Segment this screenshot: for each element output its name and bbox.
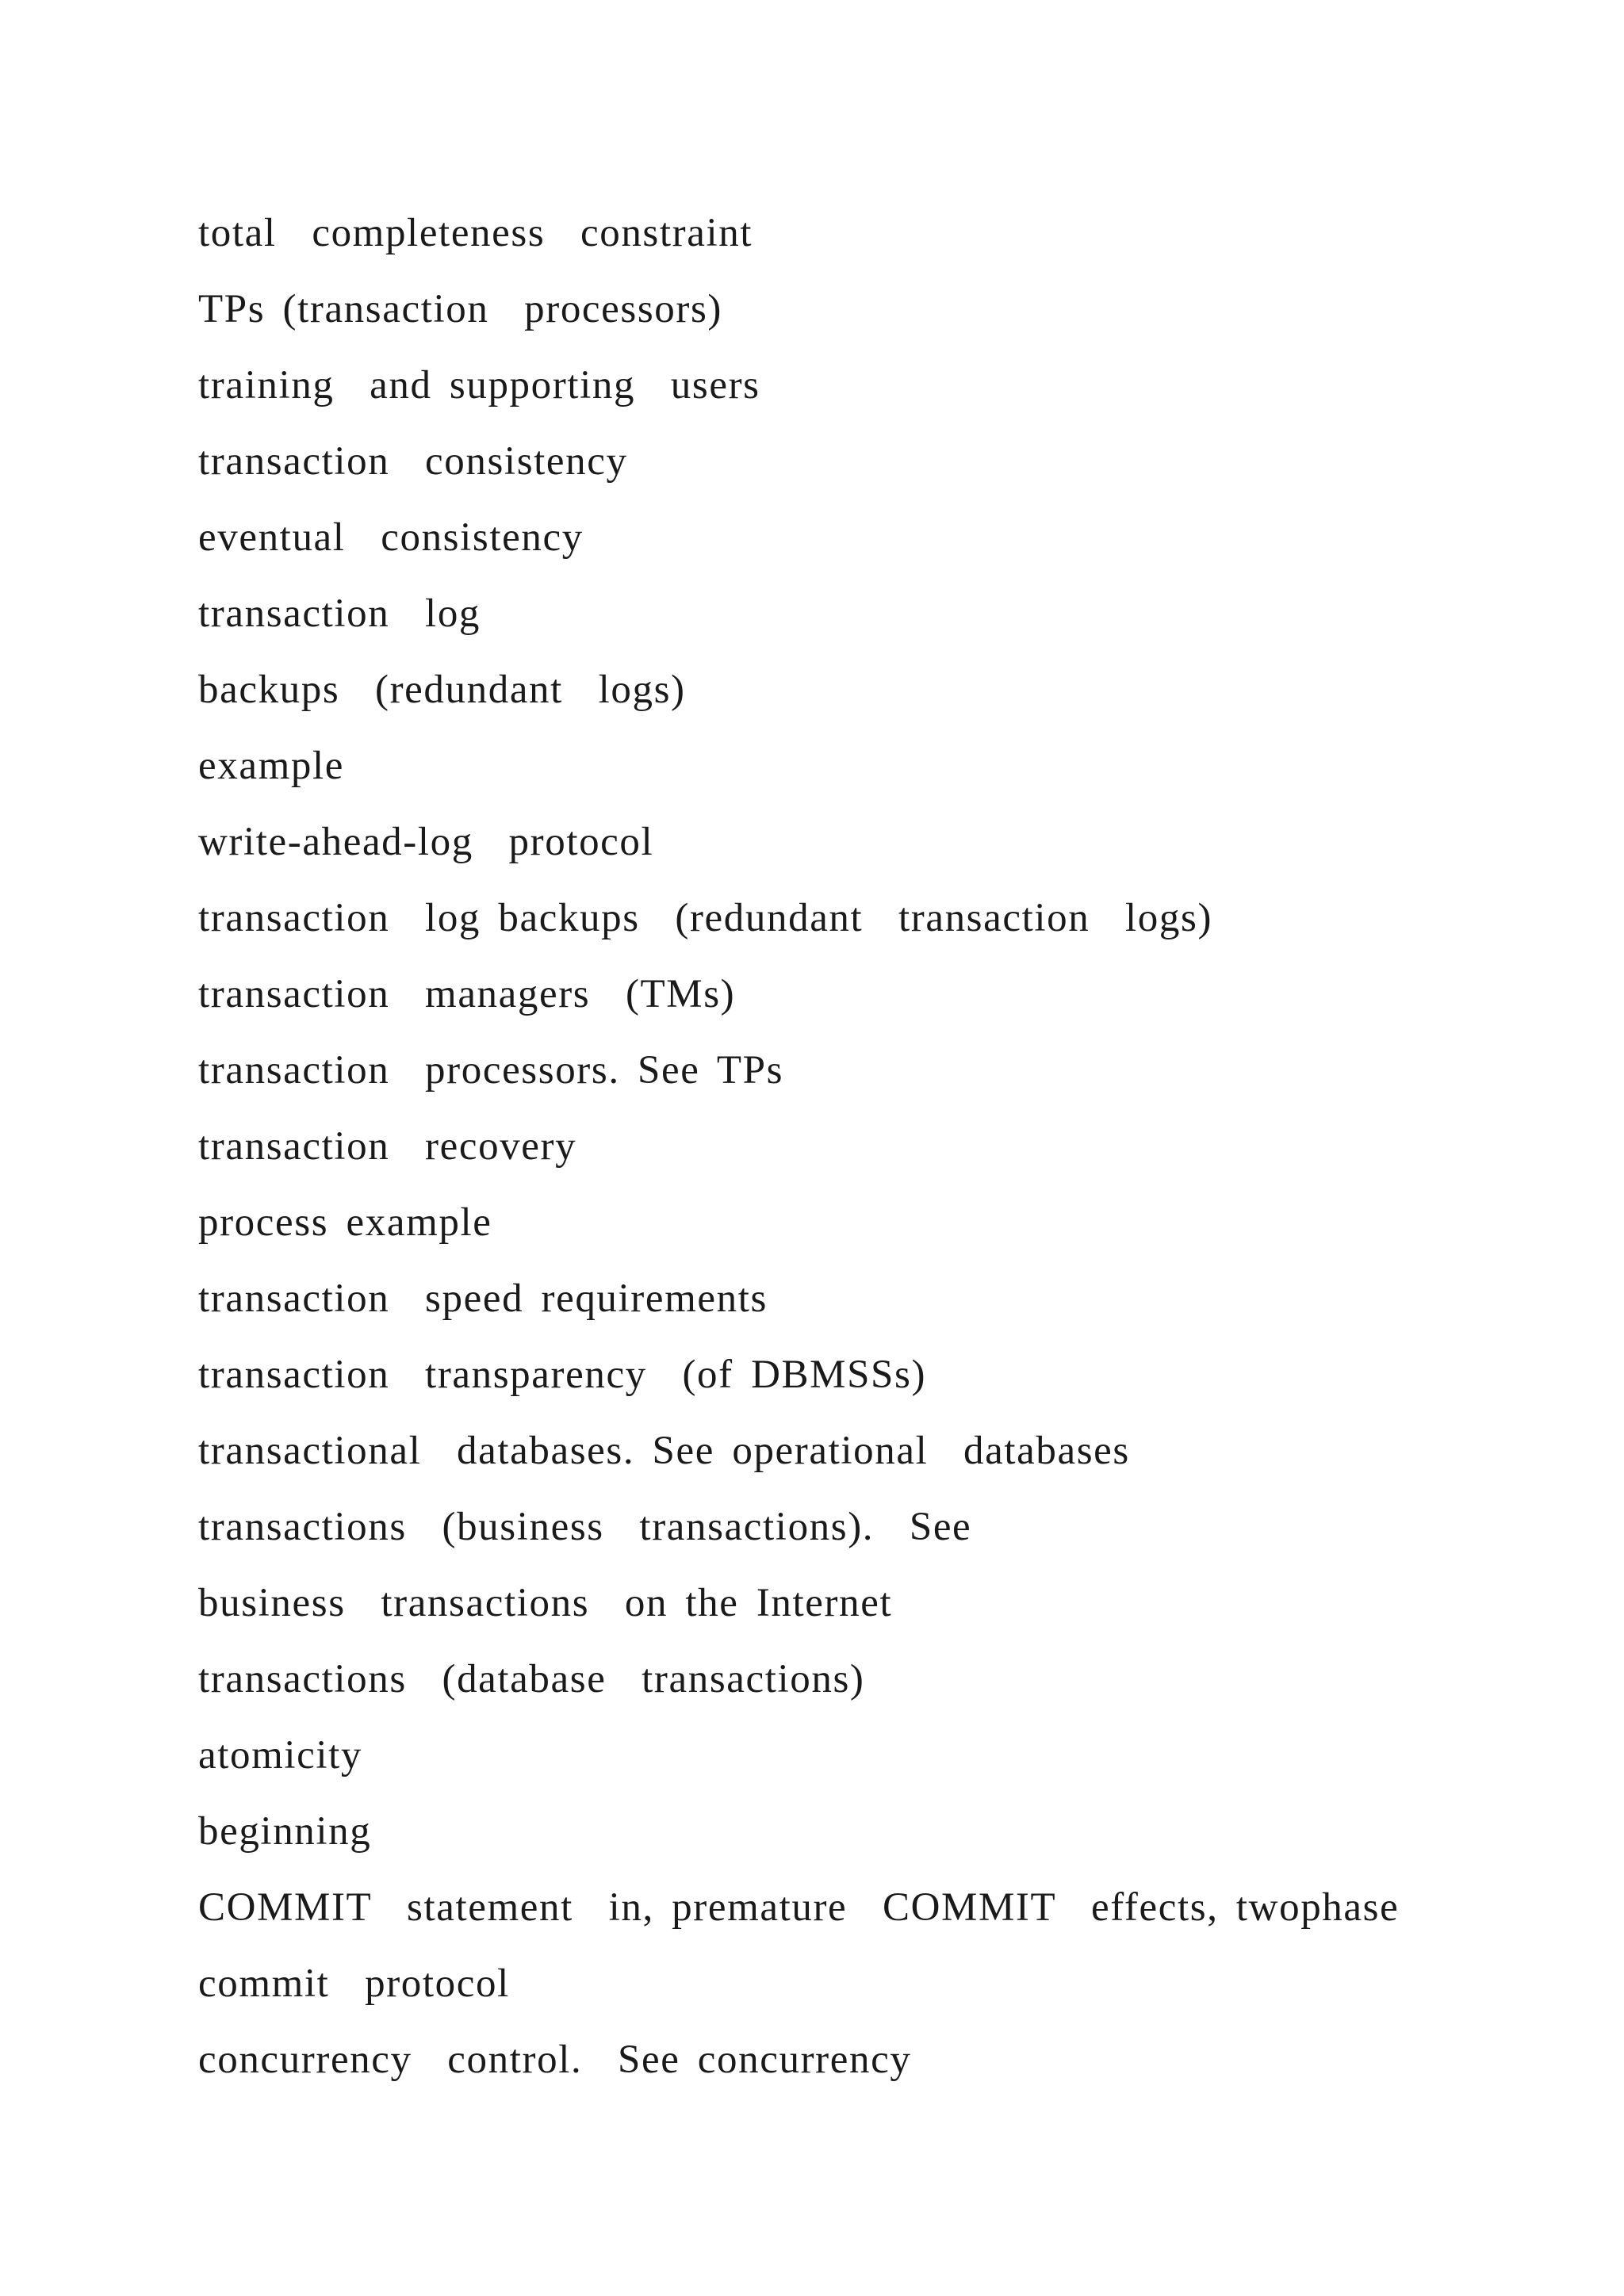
index-entry-list — [198, 195, 1546, 2098]
index-entry: transactions (database transactions) — [198, 1657, 865, 1701]
index-entry: transaction log backups (redundant transaction logs) — [198, 896, 1213, 940]
index-entry: transactions (business transactions). See — [198, 1505, 972, 1549]
index-entry: transaction processors. See TPs — [198, 1048, 784, 1093]
index-entry: write-ahead-log protocol — [198, 820, 654, 864]
index-entry: commit protocol — [198, 1961, 510, 2006]
index-entry: transactional databases. See operational databases — [198, 1429, 1130, 1473]
index-entry: beginning — [198, 1809, 372, 1854]
index-entry: COMMIT statement in, premature COMMIT effects, twophase — [198, 1885, 1400, 1930]
index-entry: transaction managers (TMs) — [198, 972, 736, 1016]
index-entry: backups (redundant logs) — [198, 668, 686, 712]
index-entry: eventual consistency — [198, 515, 584, 560]
index-entry: TPs (transaction processors) — [198, 287, 723, 331]
index-entry: total completeness constraint — [198, 211, 753, 255]
index-entry: transaction speed requirements — [198, 1276, 768, 1321]
index-entry: transaction consistency — [198, 439, 628, 484]
index-entry: transaction transparency (of DBMSSs) — [198, 1353, 927, 1397]
index-entry: transaction log — [198, 591, 481, 636]
index-entry: transaction recovery — [198, 1124, 577, 1169]
index-entry: training and supporting users — [198, 363, 760, 408]
index-entry: atomicity — [198, 1733, 363, 1777]
index-entry: example — [198, 744, 344, 788]
index-entry: business transactions on the Internet — [198, 1581, 893, 1625]
index-entry: concurrency control. See concurrency — [198, 2038, 912, 2082]
index-entry: process example — [198, 1200, 492, 1245]
